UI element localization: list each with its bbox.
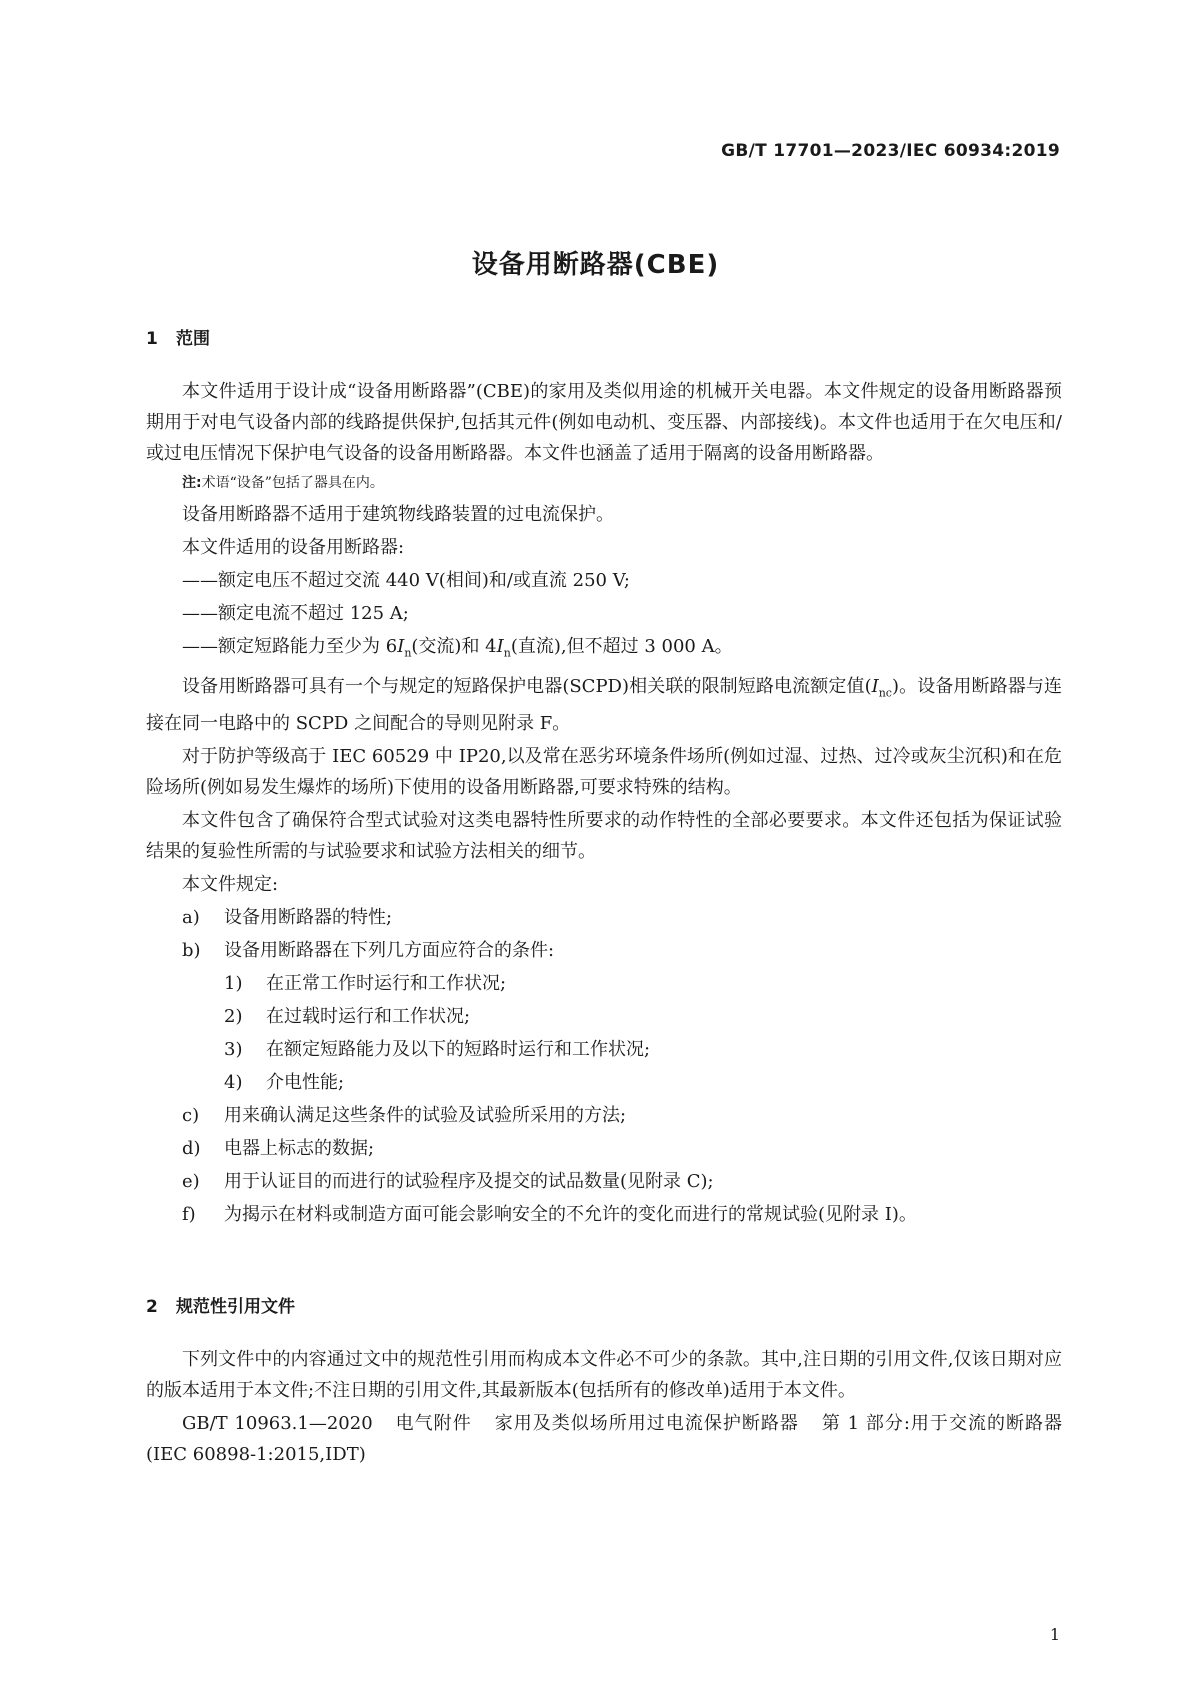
scope-paragraph-6: 本文件包含了确保符合型式试验对这类电器特性所要求的动作特性的全部必要要求。本文件还包括为保证试验结果的复验性所需的与试验要求和试验方法相关的细节。	[146, 810, 1062, 863]
scope-paragraph-3: 本文件适用的设备用断路器:	[182, 537, 405, 558]
dash-item-2: ——额定电流不超过 125 A;	[182, 603, 409, 624]
list-item-f: f) 为揭示在材料或制造方面可能会影响安全的不允许的变化而进行的常规试验(见附录 I)。	[182, 1204, 917, 1226]
sub-item-2: 2) 在过载时运行和工作状况;	[224, 1006, 471, 1028]
section-2-title: 规范性引用文件	[176, 1297, 295, 1317]
list-item-b: b) 设备用断路器在下列几方面应符合的条件:	[182, 940, 555, 962]
scope-paragraph-5: 对于防护等级高于 IEC 60529 中 IP20,以及常在恶劣环境条件场所(例如过湿、过热、过冷或灰尘沉积)和在危险场所(例如易发生爆炸的场所)下使用的设备用断路器,可要求特殊的结构。	[146, 746, 1062, 799]
section-1-number: 1	[146, 329, 158, 349]
section-2-heading	[146, 1292, 295, 1317]
list-item-d: d) 电器上标志的数据;	[182, 1138, 375, 1160]
sub-item-4: 4) 介电性能;	[224, 1072, 345, 1094]
list-item-e: e) 用于认证目的而进行的试验程序及提交的试品数量(见附录 C);	[182, 1171, 714, 1193]
dash-item-1: ——额定电压不超过交流 440 V(相间)和/或直流 250 V;	[182, 570, 630, 591]
note-text: 术语“设备”包括了器具在内。	[201, 475, 384, 491]
scope-paragraph-2: 设备用断路器不适用于建筑物线路装置的过电流保护。	[182, 504, 614, 525]
section-2-number: 2	[146, 1297, 158, 1317]
sub-item-1: 1) 在正常工作时运行和工作状况;	[224, 973, 507, 995]
document-title: 设备用断路器(CBE)	[471, 250, 720, 280]
standard-code: GB/T 17701—2023/IEC 60934:2019	[721, 141, 1060, 161]
section-2-body	[146, 1344, 1062, 1470]
sub-item-3: 3) 在额定短路能力及以下的短路时运行和工作状况;	[224, 1039, 651, 1061]
section-1-heading	[146, 324, 210, 349]
dash-item-3: ——额定短路能力至少为 $6I_n$(交流)和 $4I_n$(直流),但不超过 3 000 A。	[182, 636, 733, 660]
section-1-body	[146, 376, 1062, 1232]
list-item-c: c) 用来确认满足这些条件的试验及试验所采用的方法;	[182, 1105, 627, 1127]
list-item-a: a) 设备用断路器的特性;	[182, 907, 393, 929]
references-paragraph: 下列文件中的内容通过文中的规范性引用而构成本文件必不可少的条款。其中,注日期的引用文件,仅该日期对应的版本适用于本文件;不注日期的引用文件,其最新版本(包括所有的修改单)适用于本文件。	[146, 1349, 1062, 1401]
page-number: 1	[1049, 1625, 1060, 1644]
scope-paragraph-7: 本文件规定:	[182, 874, 279, 896]
note-label: 注:	[182, 475, 202, 491]
section-1-title: 范围	[176, 329, 210, 349]
reference-entry-1: GB/T 10963.1—2020 电气附件 家用及类似场所用过电流保护断路器 第 1 部分:用于交流的断路器(IEC 60898-1:2015,IDT)	[146, 1413, 1062, 1465]
scope-paragraph-4: 设备用断路器可具有一个与规定的短路保护电器(SCPD)相关联的限制短路电流额定值$(I_{nc})$。设备用断路器与连接在同一电路中的 SCPD 之间配合的导则见附录 F。	[146, 675, 1062, 735]
scope-paragraph-1: 本文件适用于设计成“设备用断路器”(CBE)的家用及类似用途的机械开关电器。本文件规定的设备用断路器预期用于对电气设备内部的线路提供保护,包括其元件(例如电动机、变压器、内部接线)。本文件也适用于在欠电压和/或过电压情况下保护电气设备的设备用断路器。本文件也涵盖了适用于隔离的设备用断路器。	[146, 381, 1062, 464]
note	[146, 471, 1062, 495]
